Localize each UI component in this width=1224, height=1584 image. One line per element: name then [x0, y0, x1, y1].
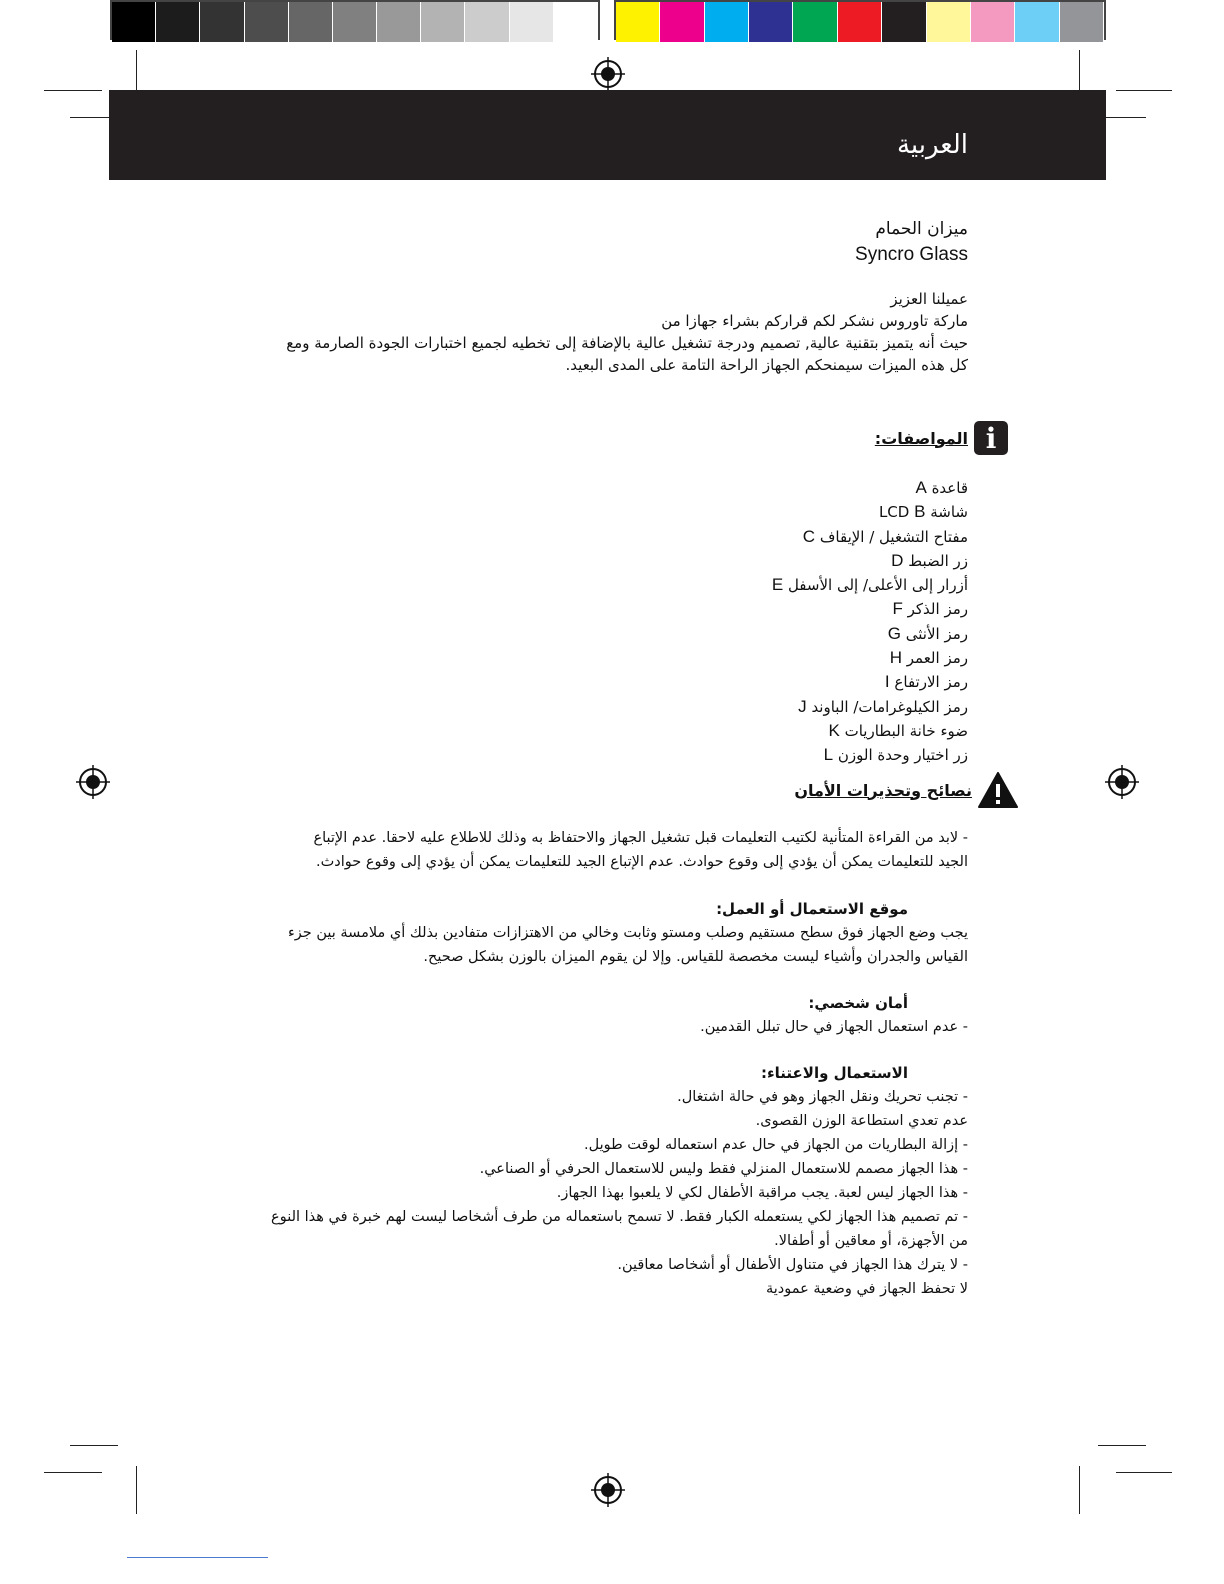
specs-title: المواصفات:: [874, 428, 968, 448]
registration-mark-icon: [1105, 765, 1139, 799]
spec-label: ضوء خانة البطاريات: [844, 721, 968, 740]
spec-letter: I: [884, 672, 890, 692]
spec-label: رمز الارتفاع: [894, 673, 968, 692]
use-line: - إزالة البطاريات من الجهاز في حال عدم استعماله لوقت طويل.: [584, 1137, 968, 1153]
crop-mark: [1116, 90, 1172, 91]
use-line: من الأجهزة، أو معاقين أو أطفالا.: [774, 1233, 968, 1249]
spec-item: [500, 695, 968, 719]
registration-mark-icon: [76, 765, 110, 799]
color-swatch: [616, 2, 660, 42]
spec-letter: J: [798, 696, 807, 716]
color-swatch: [838, 2, 882, 42]
use-line: - هذا الجهاز مصمم للاستعمال المنزلي فقط وليس للاستعمال الحرفي أو الصناعي.: [479, 1161, 968, 1177]
spec-item: [500, 622, 968, 646]
spec-label: مفتاح التشغيل / الإيقاف: [819, 527, 968, 546]
safety-line: - لابد من القراءة المتأنية لكتيب التعليمات قبل تشغيل الجهاز والاحتفاظ به وذلك للاطلاع عليه لاحقا. عدم الإتباع: [313, 830, 968, 846]
spec-item: [500, 646, 968, 670]
spec-letter: L: [823, 745, 834, 765]
spec-label: رمز الأنثى: [905, 624, 968, 643]
use-line: - لا يترك هذا الجهاز في متناول الأطفال أو أشخاصا معاقين.: [617, 1257, 968, 1273]
color-swatch: [377, 2, 421, 42]
registration-mark-icon: [591, 57, 625, 91]
crop-mark: [44, 90, 102, 91]
use-line: - تجنب تحريك ونقل الجهاز وهو في حالة اشتغال.: [677, 1089, 968, 1105]
color-swatch: [793, 2, 837, 42]
color-swatch: [882, 2, 926, 42]
color-swatch: [333, 2, 377, 42]
use-line: - هذا الجهاز ليس لعبة. يجب مراقبة الأطفال لكي لا يلعبوا بهذا الجهاز.: [556, 1185, 968, 1201]
safety-heading: [794, 772, 1018, 808]
color-swatch: [660, 2, 704, 42]
spec-label: رمز الذكر: [907, 600, 968, 619]
location-line: القياس والجدران وأشياء ليست مخصصة للقياس. وإلا لن يقوم الميزان بالوزن بشكل صحيح.: [423, 949, 968, 965]
crop-mark: [1079, 1466, 1080, 1514]
spec-item: [500, 525, 968, 549]
spec-letter: D: [891, 550, 904, 570]
spec-item: [500, 500, 968, 524]
color-swatch: [554, 2, 598, 42]
intro-line: كل هذه الميزات سيمنحكم الجهاز الراحة التامة على المدى البعيد.: [565, 356, 968, 374]
color-swatch: [245, 2, 289, 42]
color-swatch: [510, 2, 554, 42]
language-title: العربية: [896, 130, 968, 160]
spec-label: رمز الكيلوغرامات/ الباوند: [811, 697, 968, 716]
spec-label: زر الضبط: [908, 551, 968, 570]
product-title: [240, 217, 968, 267]
crop-mark: [70, 1445, 118, 1446]
spec-label: زر اختيار وحدة الوزن: [837, 746, 968, 765]
spec-item: [500, 719, 968, 743]
spec-letter: B: [914, 502, 926, 522]
spec-item: [500, 549, 968, 573]
spec-item: [500, 670, 968, 694]
safety-title: نصائح وتحذيرات الأمان: [794, 780, 972, 800]
use-care-section: [245, 1061, 968, 1301]
spec-label: قاعدة: [931, 479, 968, 497]
process-color-bar: [614, 0, 1106, 40]
spec-item: [500, 573, 968, 597]
language-header: [109, 90, 1106, 180]
color-swatch: [289, 2, 333, 42]
crop-mark: [44, 1472, 102, 1473]
spec-label: شاشة LCD: [878, 503, 968, 522]
color-swatch: [200, 2, 244, 42]
spec-letter: K: [828, 720, 840, 740]
spec-letter: G: [887, 623, 901, 643]
intro-paragraph: [240, 288, 968, 376]
gray-color-bar: [110, 0, 600, 40]
use-line: عدم تعدي استطاعة الوزن القصوى.: [755, 1113, 968, 1129]
color-swatch: [1015, 2, 1059, 42]
spec-letter: F: [892, 599, 903, 619]
spec-item: [500, 743, 968, 767]
use-line: لا تحفظ الجهاز في وضعية عمودية: [766, 1281, 968, 1297]
registration-mark-icon: [591, 1473, 625, 1507]
personal-line: - عدم استعمال الجهاز في حال تبلل القدمين.: [700, 1019, 968, 1035]
footer-rule: [127, 1557, 268, 1558]
product-model: Syncro Glass: [855, 244, 968, 265]
color-swatch: [1060, 2, 1104, 42]
color-swatch: [971, 2, 1015, 42]
spec-letter: C: [802, 526, 816, 546]
use-line: - تم تصميم هذا الجهاز لكي يستعمله الكبار فقط. لا تسمح باستعماله من طرف أشخاصا ليست لهم خبرة في هذا النوع: [271, 1209, 968, 1225]
crop-mark: [136, 1466, 137, 1514]
spec-letter: H: [889, 648, 902, 668]
crop-mark: [1116, 1472, 1172, 1473]
intro-line: ماركة تاوروس نشكر لكم قراركم بشراء جهازا من: [661, 312, 968, 330]
greeting: عميلنا العزيز: [890, 290, 968, 308]
location-title: موقع الاستعمال أو العمل:: [716, 900, 908, 918]
color-swatch: [156, 2, 200, 42]
personal-safety-section: [245, 991, 968, 1039]
spec-label: رمز العمر: [906, 649, 968, 668]
location-section: [245, 897, 968, 969]
crop-mark: [1098, 1445, 1146, 1446]
safety-intro: [245, 826, 968, 874]
color-swatch: [749, 2, 793, 42]
spec-item: [500, 597, 968, 621]
color-swatch: [705, 2, 749, 42]
use-title: الاستعمال والاعتناء:: [760, 1064, 908, 1082]
info-icon: i: [974, 421, 1008, 455]
color-swatch: [927, 2, 971, 42]
spec-letter: E: [771, 575, 784, 595]
spec-item: [500, 476, 968, 500]
personal-title: أمان شخصي:: [808, 994, 908, 1012]
color-swatch: [421, 2, 465, 42]
location-line: يجب وضع الجهاز فوق سطح مستقيم وصلب ومستو وثابت وخالي من الاهتزازات متفادين بذلك أي ملامسة بين جزء: [287, 925, 968, 941]
color-swatch: [112, 2, 156, 42]
product-name: ميزان الحمام: [875, 219, 968, 239]
specs-list: [500, 476, 968, 768]
spec-letter: A: [915, 478, 927, 497]
warning-icon: [978, 772, 1018, 808]
spec-label: أزرار إلى الأعلى/ إلى الأسفل: [787, 576, 968, 595]
color-swatch: [465, 2, 509, 42]
safety-line: الجيد للتعليمات يمكن أن يؤدي إلى وقوع حوادث. عدم الإتباع الجيد للتعليمات يمكن أن يؤدي إلى وقوع حوادث.: [316, 854, 968, 870]
specs-heading: [875, 421, 1008, 455]
intro-line: حيث أنه يتميز بتقنية عالية, تصميم ودرجة تشغيل عالية بالإضافة إلى تخطيه لجميع اختبارات الجودة الصارمة ومع: [286, 334, 968, 352]
